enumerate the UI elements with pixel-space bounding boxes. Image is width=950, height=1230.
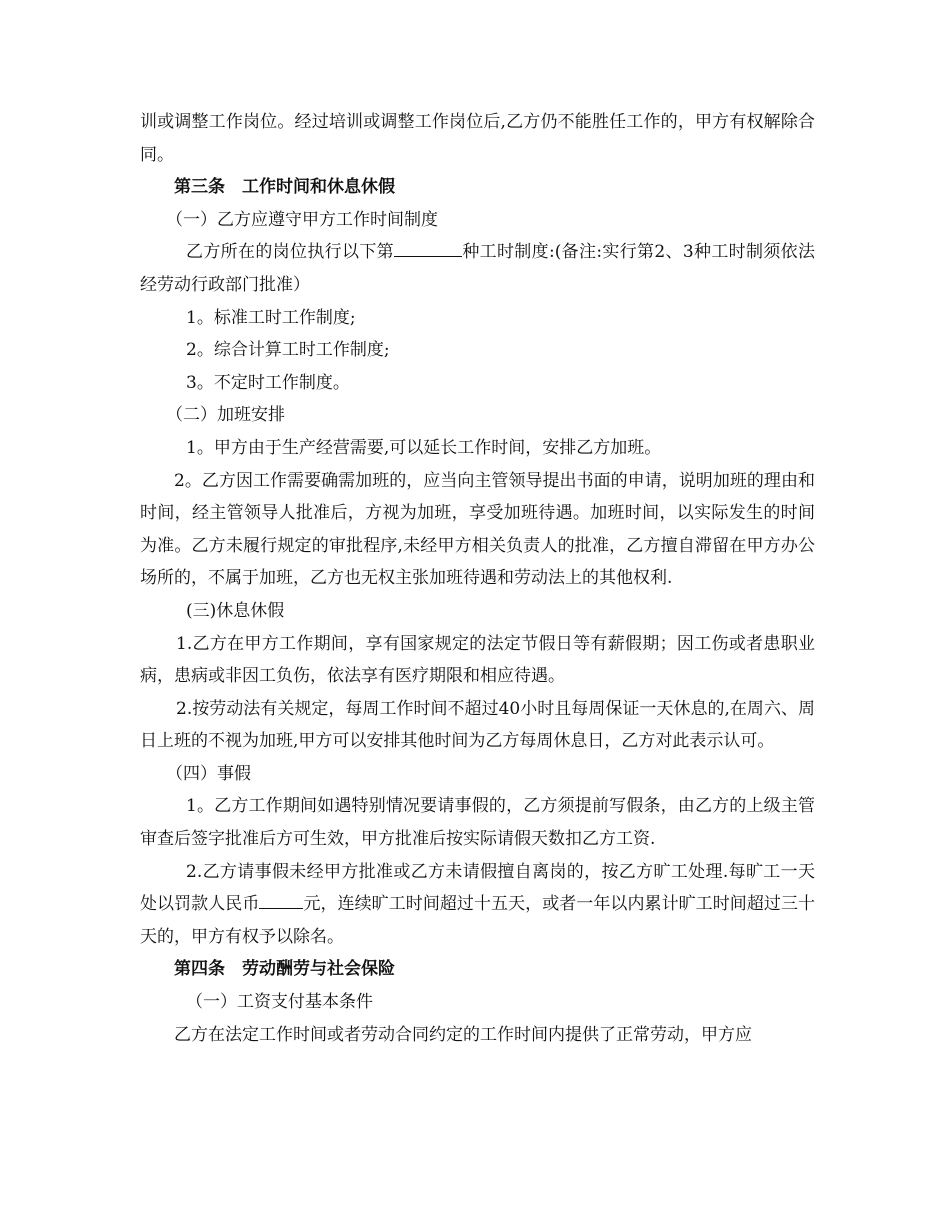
- paragraph-overtime-1: 1。甲方由于生产经营需要,可以延长工作时间，安排乙方加班。: [186, 437, 662, 458]
- section-heading-personal-leave: （四）事假: [166, 763, 251, 784]
- absence-text-before: 2.乙方请事假未经甲方批准或乙方未请假擅自离岗的，按乙方旷工处理.每旷工一天处以罚款人民币: [140, 861, 815, 915]
- section-heading-overtime: （二）加班安排: [166, 405, 285, 426]
- paragraph-wage-conditions: 乙方在法定工作时间或者劳动合同约定的工作时间内提供了正常劳动，甲方应: [174, 1024, 752, 1045]
- fill-in-blank-hour-system: [394, 238, 462, 257]
- section-heading-work-time-system: （一）乙方应遵守甲方工作时间制度: [166, 209, 438, 230]
- paragraph-overtime-2: 2。乙方因工作需要确需加班的，应当向主管领导提出书面的申请，说明加班的理由和时间，经主管领导人批准后，方视为加班，享受加班待遇。加班时间，以实际发生的时间为准。乙方未履行规定的审批程序,未经甲方相关负责人的批准，乙方擅自滞留在甲方办公场所的，不属于加班，乙方也无权主张加班待遇和劳动法上的其他权利.: [140, 470, 815, 589]
- work-hour-system-text-before: 乙方所在的岗位执行以下第: [186, 242, 394, 263]
- fill-in-blank-fine-amount: [259, 890, 303, 909]
- paragraph-personal-leave-2: [140, 856, 815, 954]
- work-hour-system-text-after: 种工时制度:(备注:实行第2、3种工时制须依法经劳动行政部门批准）: [140, 242, 816, 295]
- list-item-standard-hours: 1。标准工时工作制度;: [186, 307, 356, 328]
- article-3-heading: 第三条 工作时间和休息休假: [174, 177, 395, 198]
- list-item-comprehensive-hours: 2。综合计算工时工作制度;: [186, 340, 390, 361]
- absence-text-after: 元，连续旷工时间超过十五天，或者一年以内累计旷工时间超过三十天的，甲方有权予以除名。: [140, 894, 816, 947]
- section-heading-rest-leave: (三)休息休假: [186, 600, 285, 621]
- paragraph-rest-1: 1.乙方在甲方工作期间，享有国家规定的法定节假日等有薪假期；因工伤或者患职业病，患病或非因工负伤，依法享有医疗期限和相应待遇。: [140, 633, 815, 687]
- paragraph-rest-2: 2.按劳动法有关规定，每周工作时间不超过40小时且每周保证一天休息的,在周六、周日上班的不视为加班,甲方可以安排其他时间为乙方每周休息日，乙方对此表示认可。: [140, 698, 815, 752]
- list-item-flexible-hours: 3。不定时工作制度。: [186, 372, 350, 393]
- paragraph-work-hour-system: [140, 236, 815, 301]
- article-4-heading: 第四条 劳动酬劳与社会保险: [174, 959, 395, 980]
- paragraph-continued: 训或调整工作岗位。经过培训或调整工作岗位后,乙方仍不能胜任工作的，甲方有权解除合同。: [140, 112, 815, 165]
- paragraph-personal-leave-1: 1。乙方工作期间如遇特别情况要请事假的，乙方须提前写假条，由乙方的上级主管审查后签字批准后方可生效，甲方批准后按实际请假天数扣乙方工资.: [140, 796, 815, 850]
- section-heading-wage-conditions: （一）工资支付基本条件: [186, 992, 373, 1013]
- document-body: [140, 106, 815, 1051]
